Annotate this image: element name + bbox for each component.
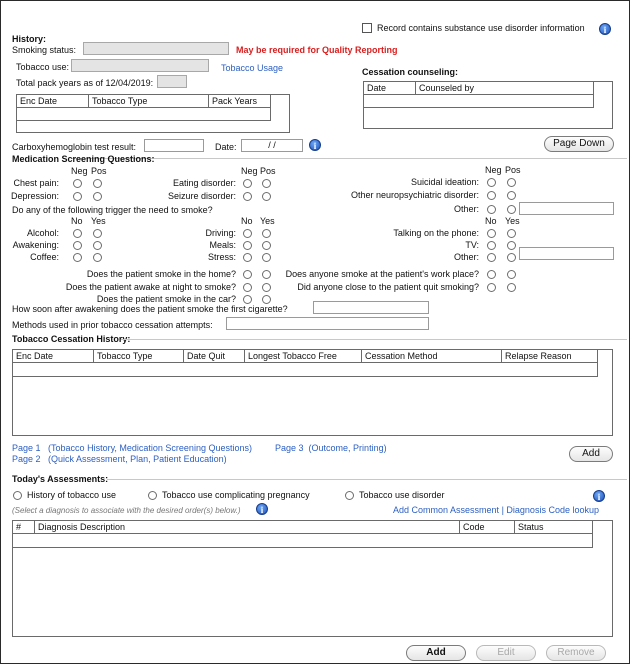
q-work-yes-radio[interactable] [507, 270, 516, 279]
q-car-label: Does the patient smoke in the car? [96, 294, 236, 304]
trigger-question: Do any of the following trigger the need to smoke? [12, 205, 213, 215]
pos-header: Pos [91, 166, 107, 176]
yes-header: Yes [505, 216, 520, 226]
col-date: Date [364, 82, 416, 95]
depression-neg-radio[interactable] [73, 192, 82, 201]
table-row[interactable] [17, 108, 271, 121]
methods-label: Methods used in prior tobacco cessation attempts: [12, 320, 213, 330]
disorder-label: Tobacco use disorder [359, 490, 445, 500]
col-counseled-by: Counseled by [416, 82, 594, 95]
talking-phone-label: Talking on the phone: [393, 228, 479, 238]
col-date-quit: Date Quit [184, 350, 245, 363]
cessation-counseling-table [363, 81, 613, 129]
page3-desc: (Outcome, Printing) [308, 443, 387, 453]
info-icon[interactable]: i [309, 139, 321, 151]
meals-yes-radio[interactable] [262, 241, 271, 250]
q-work-label: Does anyone smoke at the patient's work place? [285, 269, 479, 279]
neg-header: Neg [485, 165, 502, 175]
alcohol-yes-radio[interactable] [93, 229, 102, 238]
col-code: Code [460, 521, 515, 534]
other-neuro-label: Other neuropsychiatric disorder: [350, 190, 479, 200]
seizure-disorder-label: Seizure disorder: [167, 191, 236, 201]
info-icon[interactable]: i [599, 23, 611, 35]
no-header: No [485, 216, 497, 226]
tobacco-usage-link[interactable]: Tobacco Usage [221, 63, 284, 73]
yes-header: Yes [91, 216, 106, 226]
disorder-radio[interactable] [345, 491, 354, 500]
alcohol-no-radio[interactable] [73, 229, 82, 238]
awakening-no-radio[interactable] [73, 241, 82, 250]
other-label: Other: [453, 204, 479, 214]
quality-reporting-note: May be required for Quality Reporting [236, 45, 398, 55]
seizure-disorder-neg-radio[interactable] [243, 192, 252, 201]
substance-use-label: Record contains substance use disorder information [377, 23, 585, 33]
page2-link[interactable] [12, 454, 227, 464]
driving-yes-radio[interactable] [262, 229, 271, 238]
cessation-history-title: Tobacco Cessation History: [12, 334, 131, 344]
history-tobacco-radio[interactable] [13, 491, 22, 500]
meals-no-radio[interactable] [243, 241, 252, 250]
other-pos-radio[interactable] [507, 205, 516, 214]
talking-phone-yes-radio[interactable] [507, 229, 516, 238]
suicidal-ideation-label: Suicidal ideation: [410, 177, 479, 187]
tobacco-use-field[interactable] [71, 59, 209, 72]
q-home-yes-radio[interactable] [262, 270, 271, 279]
col-cessation-method: Cessation Method [362, 350, 502, 363]
trigger-other-label: Other: [453, 252, 479, 262]
link-separator: | [501, 505, 504, 515]
pregnancy-radio[interactable] [148, 491, 157, 500]
add-cessation-button[interactable]: Add [569, 446, 613, 462]
assessment-links [393, 505, 599, 515]
chest-pain-pos-radio[interactable] [93, 179, 102, 188]
tv-no-radio[interactable] [487, 241, 496, 250]
col-diagnosis-description: Diagnosis Description [35, 521, 460, 534]
page3-num: Page 3 [275, 443, 304, 453]
q-home-no-radio[interactable] [243, 270, 252, 279]
eating-disorder-pos-radio[interactable] [262, 179, 271, 188]
page3-link[interactable] [275, 443, 387, 453]
cessation-history-table [12, 349, 613, 436]
q-close-no-radio[interactable] [487, 283, 496, 292]
history-title: History: [12, 34, 47, 44]
depression-label: Depression: [10, 191, 59, 201]
page-down-button[interactable]: Page Down [544, 136, 614, 152]
chest-pain-label: Chest pain: [13, 178, 59, 188]
col-enc-date: Enc Date [17, 95, 89, 108]
q-night-yes-radio[interactable] [262, 283, 271, 292]
divider [121, 339, 627, 340]
other-neg-radio[interactable] [487, 205, 496, 214]
yes-header: Yes [260, 216, 275, 226]
table-row[interactable] [13, 363, 598, 377]
col-tobacco-type: Tobacco Type [89, 95, 209, 108]
no-header: No [71, 216, 83, 226]
q-car-no-radio[interactable] [243, 295, 252, 304]
q-close-label: Did anyone close to the patient quit smoking? [297, 282, 479, 292]
date-label: Date: [215, 142, 237, 152]
page2-num: Page 2 [12, 454, 41, 464]
trigger-other-no-radio[interactable] [487, 253, 496, 262]
pack-years-label: Total pack years as of 12/04/2019: [16, 78, 154, 88]
stress-label: Stress: [207, 252, 236, 262]
coffee-yes-radio[interactable] [93, 253, 102, 262]
stress-no-radio[interactable] [243, 253, 252, 262]
eating-disorder-label: Eating disorder: [172, 178, 236, 188]
chest-pain-neg-radio[interactable] [73, 179, 82, 188]
methods-input[interactable] [226, 317, 429, 330]
page2-desc: (Quick Assessment, Plan, Patient Education) [48, 454, 227, 464]
other-neuro-pos-radio[interactable] [507, 191, 516, 200]
meals-label: Meals: [209, 240, 236, 250]
col-relapse-reason: Relapse Reason [502, 350, 598, 363]
page1-desc: (Tobacco History, Medication Screening Questions) [48, 443, 252, 453]
tobacco-type-table [16, 94, 290, 133]
col-enc-date: Enc Date [13, 350, 94, 363]
neg-header: Neg [71, 166, 88, 176]
remove-button[interactable]: Remove [546, 645, 606, 661]
suicidal-ideation-neg-radio[interactable] [487, 178, 496, 187]
pos-header: Pos [505, 165, 521, 175]
col-pack-years: Pack Years [209, 95, 271, 108]
coffee-no-radio[interactable] [73, 253, 82, 262]
diagnosis-code-lookup-link[interactable]: Diagnosis Code lookup [506, 505, 599, 515]
table-row[interactable] [364, 95, 594, 108]
page1-num: Page 1 [12, 443, 41, 453]
driving-no-radio[interactable] [243, 229, 252, 238]
other-neuro-neg-radio[interactable] [487, 191, 496, 200]
history-tobacco-label: History of tobacco use [27, 490, 117, 500]
info-icon[interactable]: i [256, 503, 268, 515]
cessation-counseling-title: Cessation counseling: [362, 67, 459, 77]
trigger-other-yes-radio[interactable] [507, 253, 516, 262]
edit-button[interactable]: Edit [476, 645, 536, 661]
col-longest-tobacco-free: Longest Tobacco Free [245, 350, 362, 363]
add-button[interactable]: Add [406, 645, 466, 661]
coffee-label: Coffee: [30, 252, 59, 262]
substance-use-checkbox[interactable] [362, 23, 372, 33]
neg-header: Neg [241, 166, 258, 176]
q-work-no-radio[interactable] [487, 270, 496, 279]
stress-yes-radio[interactable] [262, 253, 271, 262]
smoking-status-label: Smoking status: [12, 45, 77, 55]
diagnosis-hint: (Select a diagnosis to associate with the desired order(s) below.) [12, 506, 241, 515]
carboxy-label: Carboxyhemoglobin test result: [12, 142, 137, 152]
q-night-label: Does the patient awake at night to smoke? [65, 282, 236, 292]
awakening-label: Awakening: [12, 240, 59, 250]
diagnosis-table [12, 520, 613, 637]
alcohol-label: Alcohol: [26, 228, 59, 238]
assessments-title: Today's Assessments: [12, 474, 109, 484]
date-field[interactable]: / / [241, 139, 303, 152]
info-icon[interactable]: i [593, 490, 605, 502]
depression-pos-radio[interactable] [93, 192, 102, 201]
smoking-status-field[interactable] [83, 42, 229, 55]
eating-disorder-neg-radio[interactable] [243, 179, 252, 188]
pregnancy-label: Tobacco use complicating pregnancy [162, 490, 310, 500]
page1-link[interactable] [12, 443, 252, 453]
no-header: No [241, 216, 253, 226]
seizure-disorder-pos-radio[interactable] [262, 192, 271, 201]
q-home-label: Does the patient smoke in the home? [86, 269, 236, 279]
medication-screening-title: Medication Screening Questions: [12, 154, 155, 164]
pack-years-field[interactable] [157, 75, 187, 88]
other-input[interactable] [519, 202, 614, 215]
col-status: Status [515, 521, 593, 534]
first-cigarette-input[interactable] [313, 301, 429, 314]
q-night-no-radio[interactable] [243, 283, 252, 292]
table-row[interactable] [13, 534, 593, 548]
pos-header: Pos [260, 166, 276, 176]
carboxy-field[interactable] [144, 139, 204, 152]
q-car-yes-radio[interactable] [262, 295, 271, 304]
talking-phone-no-radio[interactable] [487, 229, 496, 238]
add-common-assessment-link[interactable]: Add Common Assessment [393, 505, 500, 515]
q-close-yes-radio[interactable] [507, 283, 516, 292]
awakening-yes-radio[interactable] [93, 241, 102, 250]
first-cigarette-label: How soon after awakening does the patient smoke the first cigarette? [12, 304, 288, 314]
tobacco-use-label: Tobacco use: [16, 62, 70, 72]
col-number: # [13, 521, 35, 534]
tv-label: TV: [465, 240, 479, 250]
suicidal-ideation-pos-radio[interactable] [507, 178, 516, 187]
divider [107, 479, 627, 480]
trigger-other-input[interactable] [519, 247, 614, 260]
tv-yes-radio[interactable] [507, 241, 516, 250]
col-tobacco-type: Tobacco Type [94, 350, 184, 363]
driving-label: Driving: [205, 228, 236, 238]
